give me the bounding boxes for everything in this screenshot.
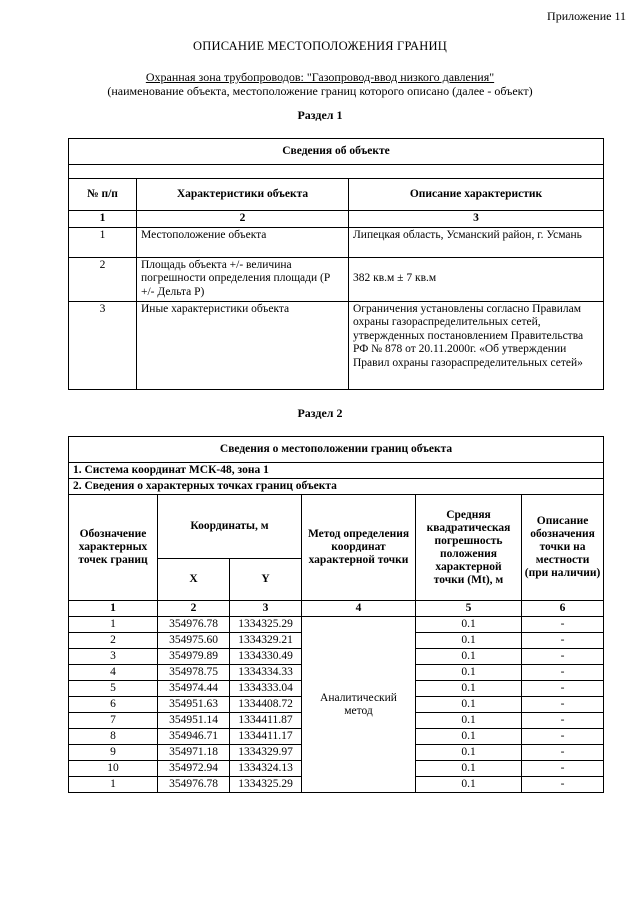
point-error: 0.1 <box>416 681 522 697</box>
col-num: 3 <box>349 211 604 228</box>
appendix-label: Приложение 11 <box>547 9 626 23</box>
col-num: 1 <box>69 211 137 228</box>
point-x: 354976.78 <box>158 617 230 633</box>
row-number: 2 <box>69 257 137 301</box>
boundary-points-table <box>68 436 604 793</box>
point-desc: - <box>522 745 604 761</box>
point-desc: - <box>522 665 604 681</box>
header-x: X <box>158 559 230 601</box>
point-label: 7 <box>69 713 158 729</box>
point-x: 354972.94 <box>158 761 230 777</box>
col-num: 4 <box>302 601 416 617</box>
point-error: 0.1 <box>416 777 522 793</box>
point-label: 4 <box>69 665 158 681</box>
header-characteristic: Характеристики объекта <box>137 179 349 211</box>
point-label: 9 <box>69 745 158 761</box>
header-method: Метод определения координат характерной точки <box>302 495 416 601</box>
point-desc: - <box>522 649 604 665</box>
points-title: 2. Сведения о характерных точках границ объекта <box>69 479 604 495</box>
point-label: 8 <box>69 729 158 745</box>
point-error: 0.1 <box>416 713 522 729</box>
point-y: 1334408.72 <box>230 697 302 713</box>
col-num: 3 <box>230 601 302 617</box>
header-error: Средняя квадратическая погрешность положения характерной точки (Mt), м <box>416 495 522 601</box>
point-desc: - <box>522 697 604 713</box>
point-error: 0.1 <box>416 633 522 649</box>
object-info-table <box>68 138 604 390</box>
point-x: 354979.89 <box>158 649 230 665</box>
object-info-title: Сведения об объекте <box>69 139 604 165</box>
point-desc: - <box>522 777 604 793</box>
row-description: Липецкая область, Усманский район, г. Усмань <box>349 227 604 257</box>
col-num: 2 <box>158 601 230 617</box>
object-name-text: Охранная зона трубопроводов: "Газопровод-ввод низкого давления" <box>145 70 495 84</box>
header-coords: Координаты, м <box>158 495 302 559</box>
table-row <box>69 227 604 257</box>
point-desc: - <box>522 633 604 649</box>
point-label: 6 <box>69 697 158 713</box>
header-y: Y <box>230 559 302 601</box>
point-x: 354951.14 <box>158 713 230 729</box>
point-y: 1334333.04 <box>230 681 302 697</box>
point-y: 1334329.97 <box>230 745 302 761</box>
point-x: 354946.71 <box>158 729 230 745</box>
row-characteristic: Иные характеристики объекта <box>137 301 349 389</box>
row-characteristic: Площадь объекта +/- величина погрешности определения площади (Р +/- Дельта Р) <box>137 257 349 301</box>
col-num: 2 <box>137 211 349 228</box>
point-desc: - <box>522 617 604 633</box>
coordinate-system: 1. Система координат МСК-48, зона 1 <box>69 463 604 479</box>
point-desc: - <box>522 761 604 777</box>
point-label: 2 <box>69 633 158 649</box>
point-y: 1334411.17 <box>230 729 302 745</box>
point-y: 1334330.49 <box>230 649 302 665</box>
row-number: 3 <box>69 301 137 389</box>
col-num: 6 <box>522 601 604 617</box>
point-x: 354971.18 <box>158 745 230 761</box>
point-label: 3 <box>69 649 158 665</box>
point-error: 0.1 <box>416 649 522 665</box>
point-error: 0.1 <box>416 745 522 761</box>
object-name <box>0 70 640 85</box>
header-number: № п/п <box>69 179 137 211</box>
header-point: Обозначение характерных точек границ <box>69 495 158 601</box>
point-y: 1334334.33 <box>230 665 302 681</box>
point-error: 0.1 <box>416 729 522 745</box>
point-error: 0.1 <box>416 697 522 713</box>
table-row <box>69 257 604 301</box>
point-desc: - <box>522 729 604 745</box>
header-desc: Описание обозначения точки на местности (при наличии) <box>522 495 604 601</box>
spacer-row <box>69 165 604 179</box>
point-y: 1334325.29 <box>230 777 302 793</box>
point-error: 0.1 <box>416 665 522 681</box>
point-y: 1334325.29 <box>230 617 302 633</box>
section-1-label: Раздел 1 <box>297 108 343 122</box>
point-x: 354978.75 <box>158 665 230 681</box>
col-num: 5 <box>416 601 522 617</box>
row-number: 1 <box>69 227 137 257</box>
col-num: 1 <box>69 601 158 617</box>
point-desc: - <box>522 681 604 697</box>
point-desc: - <box>522 713 604 729</box>
table-row <box>69 617 604 633</box>
point-label: 10 <box>69 761 158 777</box>
document-title: ОПИСАНИЕ МЕСТОПОЛОЖЕНИЯ ГРАНИЦ <box>193 39 447 53</box>
table-row <box>69 301 604 389</box>
row-characteristic: Местоположение объекта <box>137 227 349 257</box>
point-label: 5 <box>69 681 158 697</box>
header-description: Описание характеристик <box>349 179 604 211</box>
point-x: 354975.60 <box>158 633 230 649</box>
row-description: Ограничения установлены согласно Правилам охраны газораспределительных сетей, утвержденных постановлением Правительства РФ № 878 от 20.11.2000г. «Об утверждении Правил охраны газораспределительных сетей» <box>349 301 604 389</box>
point-x: 354976.78 <box>158 777 230 793</box>
point-error: 0.1 <box>416 761 522 777</box>
point-label: 1 <box>69 617 158 633</box>
point-label: 1 <box>69 777 158 793</box>
point-x: 354951.63 <box>158 697 230 713</box>
point-y: 1334411.87 <box>230 713 302 729</box>
point-error: 0.1 <box>416 617 522 633</box>
boundary-table-title: Сведения о местоположении границ объекта <box>69 437 604 463</box>
section-2-label: Раздел 2 <box>297 406 343 420</box>
point-x: 354974.44 <box>158 681 230 697</box>
object-name-note: (наименование объекта, местоположение границ которого описано (далее - объект) <box>107 84 533 98</box>
row-description: 382 кв.м ± 7 кв.м <box>349 257 604 301</box>
method-value: Аналитический метод <box>302 617 416 793</box>
point-y: 1334324.13 <box>230 761 302 777</box>
point-y: 1334329.21 <box>230 633 302 649</box>
